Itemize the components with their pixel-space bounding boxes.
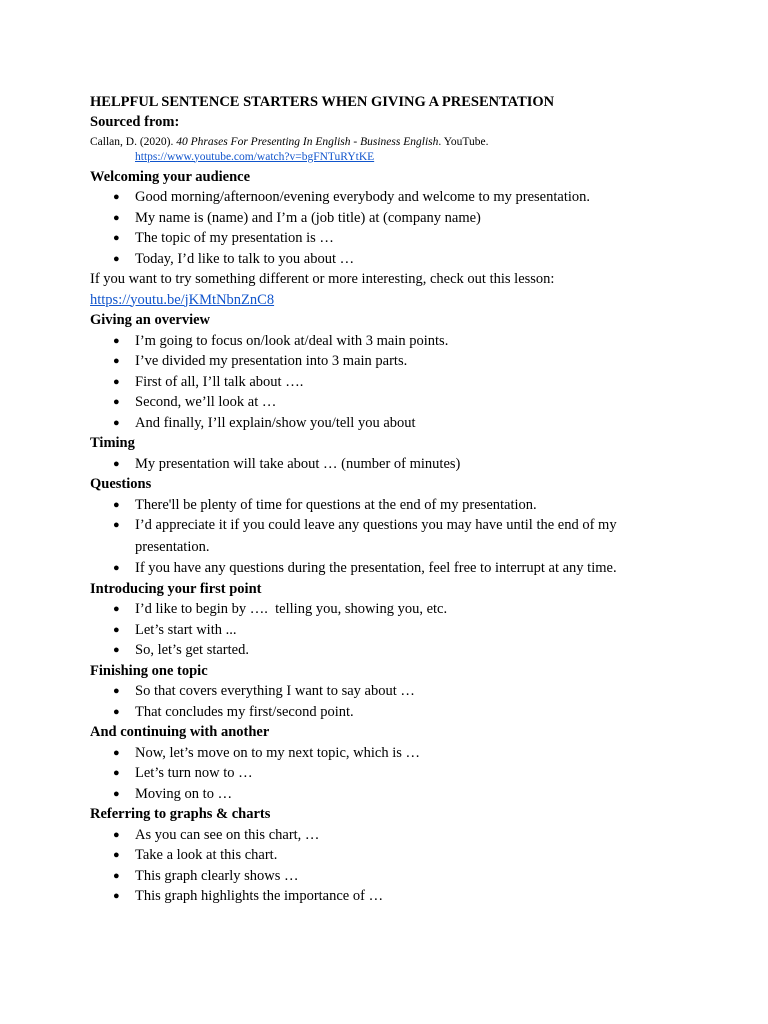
bullet-icon: ● [113,232,120,244]
list-item [90,620,690,641]
continuing-list [90,743,690,805]
list-item-text: The topic of my presentation is … [135,230,334,246]
citation-title: 40 Phrases For Presenting In English - Business English [176,135,439,148]
section-heading-continuing: And continuing with another [90,724,270,740]
lesson-link-line [90,290,690,311]
bullet-icon: ● [113,562,120,574]
list-item [90,681,690,702]
section-heading-finishing: Finishing one topic [90,662,208,679]
list-item [90,372,690,393]
list-item-text: There'll be plenty of time for questions at the end of my presentation. [135,496,537,513]
list-item [90,640,690,661]
list-item [90,886,690,907]
graphs-list [90,825,690,907]
list-item [90,392,690,413]
list-item-text: My presentation will take about … (number of minutes) [135,455,461,472]
list-item-text: That concludes my first/second point. [135,703,354,720]
bullet-icon: ● [113,890,120,902]
citation [90,134,690,150]
list-item [90,249,690,270]
list-item-text: Take a look at this chart. [135,847,278,863]
lesson-link[interactable]: https://youtu.be/jKMtNbnZnC8 [90,291,275,308]
questions-list [90,495,690,579]
list-item [90,454,690,475]
bullet-icon: ● [113,685,120,697]
document-title: HELPFUL SENTENCE STARTERS WHEN GIVING A PRESENTATION [90,94,555,110]
list-item-text: If you have any questions during the presentation, feel free to interrupt at any time. [135,560,617,576]
bullet-icon: ● [113,396,120,408]
list-item-text: So, let’s get started. [135,642,249,658]
section-heading-overview: Giving an overview [90,312,211,328]
welcoming-list [90,187,690,269]
list-item [90,558,690,579]
document-page [90,92,690,907]
citation-prefix: Callan, D. (2020). [90,135,177,148]
list-item [90,208,690,229]
list-item [90,784,690,805]
overview-list [90,331,690,434]
list-item [90,599,690,620]
citation-url-line [90,150,690,165]
list-item [90,702,690,723]
bullet-icon: ● [113,828,120,841]
sourced-heading: Sourced from: [90,114,180,130]
list-item-text: And finally, I’ll explain/show you/tell you about [135,414,416,431]
list-item [90,743,690,764]
section-heading-timing: Timing [90,435,135,451]
list-item-text: Let’s start with ... [135,621,237,638]
bullet-icon: ● [113,519,120,531]
list-item-text: Today, I’d like to talk to you about … [135,250,355,267]
bullet-icon: ● [113,623,120,636]
list-item-text: As you can see on this chart, … [135,826,320,843]
list-item-text: Now, let’s move on to my next topic, which is … [135,744,421,761]
section-heading-questions: Questions [90,476,152,492]
first-point-list [90,599,690,661]
bullet-icon: ● [113,191,120,203]
list-item [90,351,690,372]
list-item-text: Second, we’ll look at … [135,394,277,410]
list-item [90,825,690,846]
list-item [90,331,690,352]
list-item-text: I’d like to begin by …. telling you, showing you, etc. [135,601,448,617]
section-heading-graphs: Referring to graphs & charts [90,806,271,822]
bullet-icon: ● [113,644,120,656]
list-item [90,187,690,208]
list-item [90,228,690,249]
list-item-text: I’d appreciate it if you could leave any questions you may have until the end of my presentation. [135,517,617,555]
list-item-text: So that covers everything I want to say about … [135,683,415,699]
list-item [90,866,690,887]
list-item [90,515,690,558]
bullet-icon: ● [113,416,120,429]
finishing-list [90,681,690,722]
list-item-text: First of all, I’ll talk about …. [135,373,304,390]
list-item-text: I’ve divided my presentation into 3 main parts. [135,353,408,369]
citation-url-link[interactable]: https://www.youtube.com/watch?v=bgFNTuRYtKE [135,150,375,163]
list-item [90,763,690,784]
list-item [90,413,690,434]
citation-suffix: . YouTube. [438,135,489,148]
bullet-icon: ● [113,252,120,265]
bullet-icon: ● [113,705,120,718]
bullet-icon: ● [113,457,120,470]
list-item [90,495,690,516]
list-item [90,845,690,866]
lesson-note: If you want to try something different or more interesting, check out this lesson: [90,271,555,287]
list-item-text: I’m going to focus on/look at/deal with 3 main points. [135,332,449,349]
list-item-text: Let’s turn now to … [135,765,253,781]
list-item-text: Moving on to … [135,785,233,802]
list-item-text: This graph clearly shows … [135,867,299,884]
bullet-icon: ● [113,603,120,615]
section-heading-first-point: Introducing your first point [90,580,262,597]
bullet-icon: ● [113,355,120,367]
bullet-icon: ● [113,375,120,388]
bullet-icon: ● [113,849,120,861]
bullet-icon: ● [113,211,120,224]
list-item-text: Good morning/afternoon/evening everybody and welcome to my presentation. [135,189,591,205]
section-heading-welcoming: Welcoming your audience [90,168,251,185]
list-item-text: My name is (name) and I’m a (job title) at (company name) [135,209,481,226]
bullet-icon: ● [113,334,120,347]
bullet-icon: ● [113,498,120,511]
bullet-icon: ● [113,869,120,882]
list-item-text: This graph highlights the importance of … [135,888,384,904]
bullet-icon: ● [113,767,120,779]
bullet-icon: ● [113,746,120,759]
timing-list [90,454,690,475]
bullet-icon: ● [113,787,120,800]
